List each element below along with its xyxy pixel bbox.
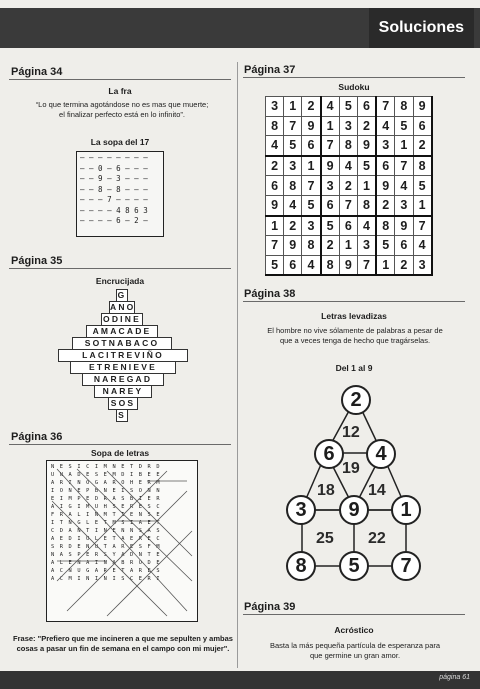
sudoku-cell: 4 (413, 236, 432, 256)
sudoku-cell: 9 (266, 195, 284, 215)
sudoku-cell: 6 (357, 97, 376, 117)
sudoku-row (266, 195, 432, 215)
sudoku-cell: 8 (376, 216, 395, 236)
sudoku-cell: 7 (266, 236, 284, 256)
rule (9, 444, 231, 445)
enc-row: G (117, 290, 127, 300)
sudoku-cell: 1 (357, 176, 376, 196)
sudoku-cell: 4 (321, 97, 340, 117)
sopa17-title: La sopa del 17 (90, 137, 150, 147)
sudoku-cell: 2 (376, 195, 395, 215)
sudoku-row (266, 255, 432, 275)
letras-line-1: El hombre no vive sólamente de palabras a pesar de (267, 326, 443, 335)
sopa-letras-grid (46, 460, 198, 622)
circle-number: 4 (366, 439, 396, 469)
sudoku-title: Sudoku (338, 82, 370, 92)
heading-pagina-35: Página 35 (11, 255, 63, 267)
circle-number: 5 (339, 551, 369, 581)
encrucijada-grid (54, 289, 194, 421)
sudoku-cell: 3 (413, 255, 432, 275)
rule (9, 268, 231, 269)
sudoku-cell: 3 (284, 156, 302, 176)
del-1-al-9-title: Del 1 al 9 (335, 363, 373, 373)
page-number: página 61 (439, 674, 470, 681)
circle-number: 3 (286, 495, 316, 525)
fra-line-1: “Lo que termina agotándose no es mas que muerte; (35, 100, 209, 109)
heading-pagina-39: Página 39 (244, 601, 296, 613)
sudoku-cell: 8 (395, 97, 413, 117)
sudoku-cell: 4 (302, 255, 321, 275)
sudoku-row (266, 216, 432, 236)
sudoku-cell: 4 (284, 195, 302, 215)
footer-bar (0, 671, 480, 689)
sudoku-row (266, 176, 432, 196)
rule (243, 77, 465, 78)
sudoku-cell: 3 (339, 116, 357, 136)
sudoku-cell: 6 (413, 116, 432, 136)
sudoku-cell: 2 (302, 97, 321, 117)
inner-number: 18 (317, 482, 335, 499)
sudoku-cell: 8 (413, 156, 432, 176)
letras-title: Letras levadizas (321, 311, 387, 321)
heading-pagina-36: Página 36 (11, 431, 63, 443)
sudoku-cell: 9 (339, 255, 357, 275)
sudoku-cell: 5 (284, 136, 302, 156)
sudoku-cell: 5 (339, 97, 357, 117)
sudoku-cell: 6 (302, 136, 321, 156)
inner-number: 12 (342, 424, 360, 441)
rule (243, 301, 465, 302)
sudoku-cell: 2 (395, 255, 413, 275)
enc-row: AMACADE (86, 325, 158, 338)
sudoku-cell: 9 (413, 97, 432, 117)
sudoku-cell: 1 (339, 236, 357, 256)
circle-number: 9 (339, 495, 369, 525)
sudoku-cell: 1 (266, 216, 284, 236)
enc-row: S (116, 409, 128, 422)
sudoku-cell: 1 (376, 255, 395, 275)
sudoku-row (266, 236, 432, 256)
sudoku-cell: 8 (321, 255, 340, 275)
enc-row: NAREGAD (82, 373, 164, 386)
sudoku-cell: 1 (302, 156, 321, 176)
enc-row: LACITREVIÑO (58, 349, 188, 362)
sudoku-cell: 2 (357, 116, 376, 136)
sudoku-row (266, 136, 432, 156)
encrucijada-title: Encrucijada (95, 276, 145, 286)
sudoku-cell: 7 (376, 97, 395, 117)
circle-number: 8 (286, 551, 316, 581)
sudoku-cell: 4 (376, 116, 395, 136)
sudoku-cell: 2 (339, 176, 357, 196)
sudoku-cell: 4 (357, 216, 376, 236)
sudoku-cell: 8 (339, 136, 357, 156)
enc-row: ANO (110, 302, 136, 312)
sudoku-cell: 3 (395, 195, 413, 215)
inner-number: 14 (368, 482, 386, 499)
rule (243, 614, 465, 615)
heading-pagina-34: Página 34 (11, 66, 63, 78)
circle-number: 2 (341, 385, 371, 415)
sudoku-cell: 7 (321, 136, 340, 156)
inner-number: 19 (342, 460, 360, 477)
frase-text: "Prefiero que me incineren a que me sepulten y ambas cosas a pasar un fin de semana en el campo con mi mujer". (16, 634, 233, 653)
inner-number: 22 (368, 530, 386, 547)
sudoku-cell: 7 (302, 176, 321, 196)
circle-number: 6 (314, 439, 344, 469)
number-triangle (284, 378, 434, 588)
sudoku-cell: 6 (339, 216, 357, 236)
sopa-solution-lines (47, 461, 197, 621)
sudoku-cell: 4 (266, 136, 284, 156)
sudoku-cell: 5 (266, 255, 284, 275)
heading-pagina-37: Página 37 (244, 64, 296, 76)
sudoku-cell: 9 (357, 136, 376, 156)
fra-title: La fra (108, 86, 132, 96)
sudoku-cell: 2 (413, 136, 432, 156)
sudoku-cell: 6 (376, 156, 395, 176)
letras-line-2: que a veces tenga de hecho que tragárselas. (279, 336, 431, 345)
sudoku-cell: 1 (413, 195, 432, 215)
sudoku-cell: 9 (321, 156, 340, 176)
frase-label: Frase: (13, 634, 36, 643)
enc-row: SOS (108, 397, 138, 410)
sudoku-cell: 1 (321, 116, 340, 136)
sudoku-cell: 9 (284, 236, 302, 256)
sudoku-cell: 1 (284, 97, 302, 117)
sudoku-cell: 6 (266, 176, 284, 196)
sudoku-cell: 4 (395, 176, 413, 196)
enc-row: ODINE (101, 313, 143, 326)
sudoku-cell: 5 (357, 156, 376, 176)
acrostico-title: Acróstico (334, 625, 374, 635)
sudoku-cell: 2 (284, 216, 302, 236)
enc-row: ETRENIEVE (70, 361, 176, 374)
sudoku-cell: 2 (321, 236, 340, 256)
sudoku-cell: 1 (395, 136, 413, 156)
sopa-letras-rows: N E S I C I M N E T D R D U N A D E S E M D I B E E A R I N O G A R O H E R M I O N E P B N E I S O N N E I M P E D R A S B I E R A I G I M U H S E R E S C F R A L I N M T I E N S E I T N G L E T M S I A E T C D A N T I N E N N S A S A E D I U L E T A E R E C S R D E N U T A R E S F M N A S P E R S Y A D N T E A L E N A I N A B R O D E A C N U G A R E T A R E S A C M I N I N I S C E R I (51, 464, 161, 582)
sudoku-cell: 8 (266, 116, 284, 136)
acrostico-line-1: Basta la más pequeña partícula de esperanza para (269, 641, 441, 650)
sudoku-cell: 6 (321, 195, 340, 215)
sudoku-cell: 7 (413, 216, 432, 236)
sudoku-cell: 2 (266, 156, 284, 176)
sudoku-cell: 3 (321, 176, 340, 196)
inner-number: 25 (316, 530, 334, 547)
sudoku-row (266, 116, 432, 136)
sudoku-cell: 3 (266, 97, 284, 117)
sudoku-cell: 8 (357, 195, 376, 215)
sudoku-row (266, 97, 432, 117)
fra-line-2: el finalizar perfecto está en lo infinito”. (59, 110, 185, 119)
acrostico-line-2: que germine un gran amor. (309, 651, 401, 660)
column-divider (237, 62, 238, 668)
sudoku-cell: 9 (395, 216, 413, 236)
sudoku-row (266, 156, 432, 176)
sudoku-cell: 9 (376, 176, 395, 196)
sudoku-cell: 7 (284, 116, 302, 136)
sopa-letras-title: Sopa de letras (90, 448, 150, 458)
sudoku-cell: 6 (395, 236, 413, 256)
frase (9, 634, 237, 654)
sudoku-cell: 7 (339, 195, 357, 215)
sudoku-grid (265, 96, 433, 276)
sudoku-cell: 7 (357, 255, 376, 275)
sudoku-cell: 5 (321, 216, 340, 236)
sudoku-cell: 3 (376, 136, 395, 156)
sopa17-grid: – – – – – – – – – – 0 – 6 – – – – – 9 – 3 – – – – – 8 – 8 – – – – – – 7 – – – – – – – – 4 8 6 3 – – – – 6 – 2 – (76, 151, 164, 237)
sudoku-cell: 9 (302, 116, 321, 136)
sudoku-cell: 6 (284, 255, 302, 275)
enc-row: SOTNABACO (72, 337, 172, 350)
circle-number: 1 (391, 495, 421, 525)
sudoku-cell: 7 (395, 156, 413, 176)
section-title: Soluciones (369, 8, 474, 48)
rule (9, 79, 231, 80)
sudoku-cell: 3 (302, 216, 321, 236)
sudoku-cell: 8 (302, 236, 321, 256)
enc-row: NAREY (94, 385, 152, 398)
heading-pagina-38: Página 38 (244, 288, 296, 300)
sudoku-cell: 3 (357, 236, 376, 256)
sudoku-cell: 5 (413, 176, 432, 196)
sudoku-cell: 5 (376, 236, 395, 256)
circle-number: 7 (391, 551, 421, 581)
sudoku-cell: 8 (284, 176, 302, 196)
sudoku-cell: 5 (302, 195, 321, 215)
sudoku-cell: 4 (339, 156, 357, 176)
sudoku-cell: 5 (395, 116, 413, 136)
